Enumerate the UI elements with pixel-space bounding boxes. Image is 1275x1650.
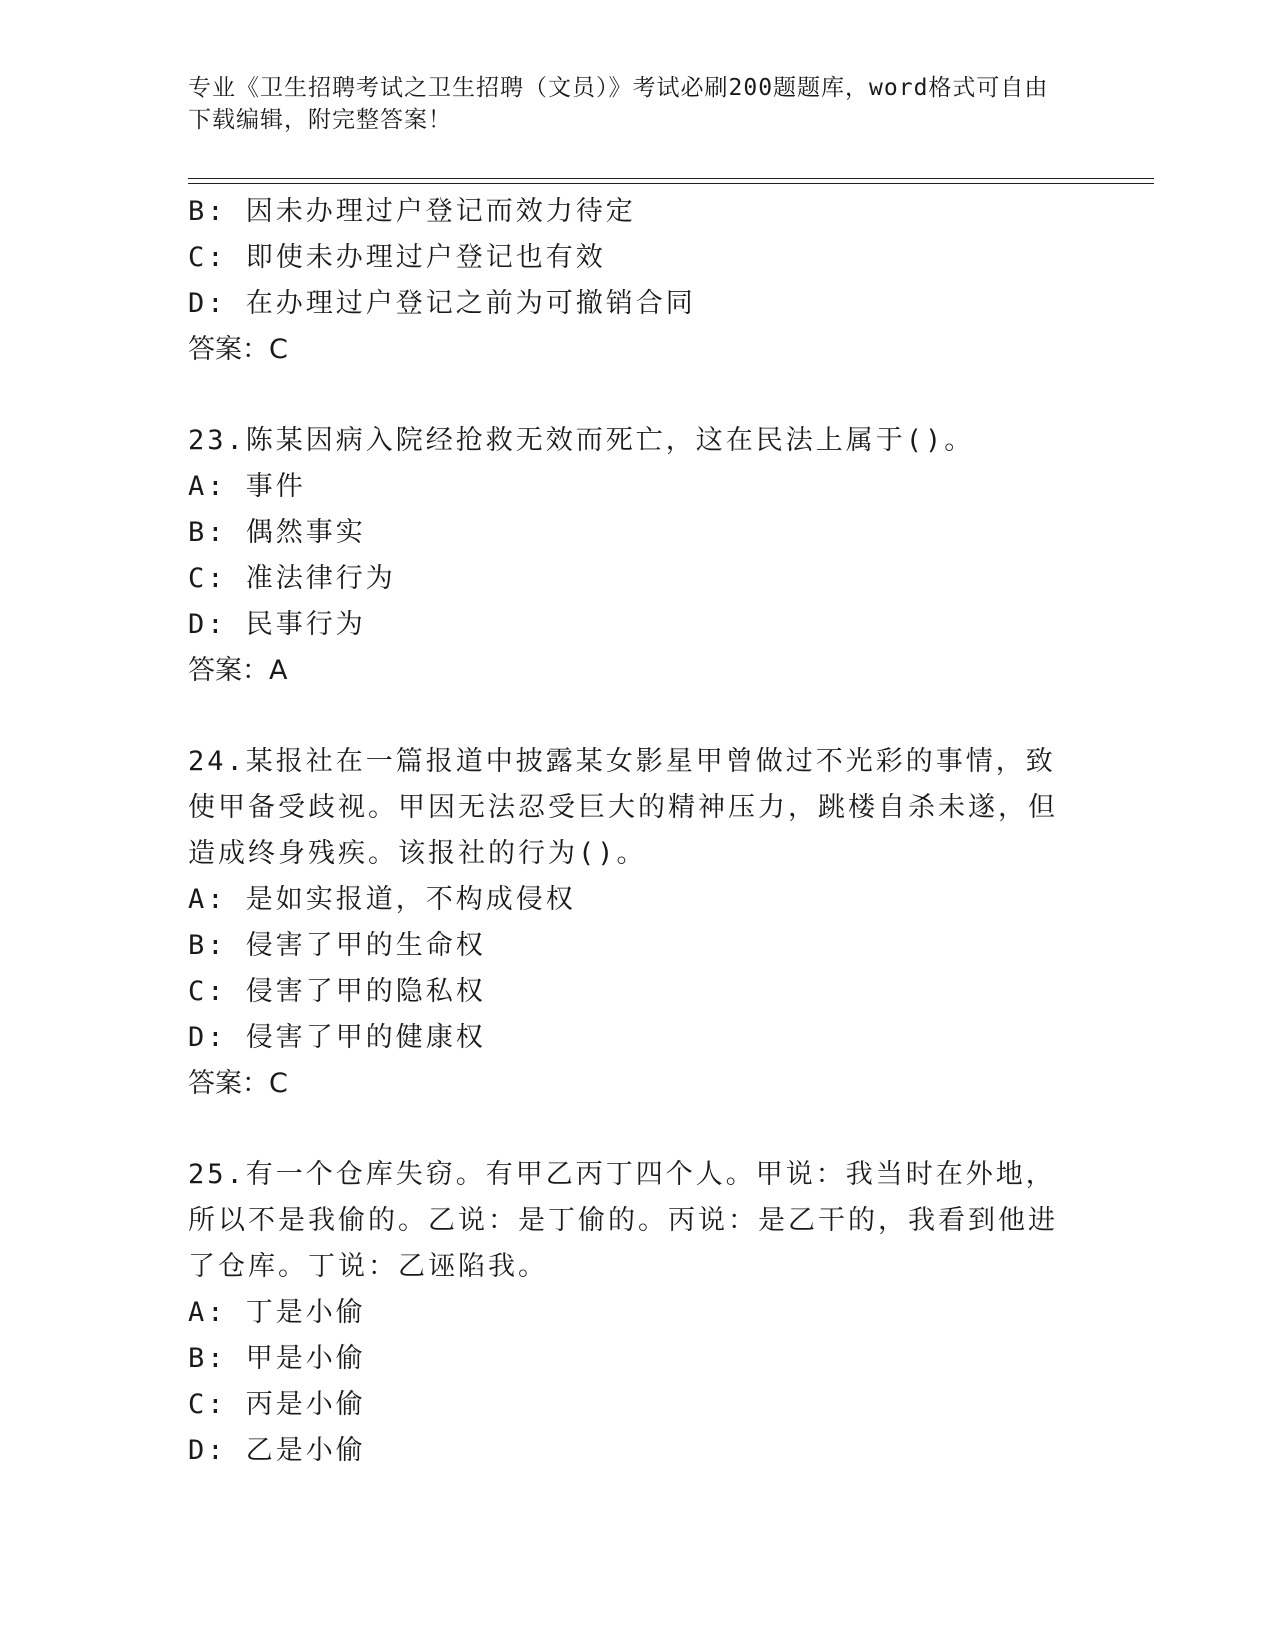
option-d: D: 民事行为 xyxy=(188,609,366,640)
option-c: C: 丙是小偷 xyxy=(188,1389,366,1420)
option-d: D: 在办理过户登记之前为可撤销合同 xyxy=(188,288,696,319)
option-c: C: 侵害了甲的隐私权 xyxy=(188,976,486,1007)
question-content xyxy=(188,189,1088,1474)
header-rule-bottom xyxy=(188,183,1154,184)
answer-line: 答案：C xyxy=(188,334,288,365)
document-header: 专业《卫生招聘考试之卫生招聘（文员）》考试必刷200题题库，word格式可自由下载编辑，附完整答案！ xyxy=(188,75,1049,133)
option-c: C: 即使未办理过户登记也有效 xyxy=(188,242,606,273)
question-24-text: 24.某报社在一篇报道中披露某女影星甲曾做过不光彩的事情，致使甲备受歧视。甲因无法忍受巨大的精神压力，跳楼自杀未遂，但造成终身残疾。该报社的行为()。 xyxy=(188,746,1058,869)
option-a: A: 事件 xyxy=(188,471,306,502)
option-b: B: 侵害了甲的生命权 xyxy=(188,930,486,961)
option-c: C: 准法律行为 xyxy=(188,563,396,594)
header-rule-top xyxy=(188,178,1154,179)
option-b: B: 甲是小偷 xyxy=(188,1343,366,1374)
option-d: D: 侵害了甲的健康权 xyxy=(188,1022,486,1053)
option-d: D: 乙是小偷 xyxy=(188,1435,366,1466)
question-23-text: 23.陈某因病入院经抢救无效而死亡，这在民法上属于()。 xyxy=(188,425,975,456)
option-a: A: 是如实报道，不构成侵权 xyxy=(188,884,576,915)
option-b: B: 偶然事实 xyxy=(188,517,366,548)
option-a: A: 丁是小偷 xyxy=(188,1297,366,1328)
question-25-text: 25.有一个仓库失窃。有甲乙丙丁四个人。甲说：我当时在外地，所以不是我偷的。乙说：是丁偷的。丙说：是乙干的，我看到他进了仓库。丁说：乙诬陷我。 xyxy=(188,1159,1058,1282)
answer-line: 答案：A xyxy=(188,655,288,686)
option-b: B: 因未办理过户登记而效力待定 xyxy=(188,196,636,227)
answer-line: 答案：C xyxy=(188,1068,288,1099)
